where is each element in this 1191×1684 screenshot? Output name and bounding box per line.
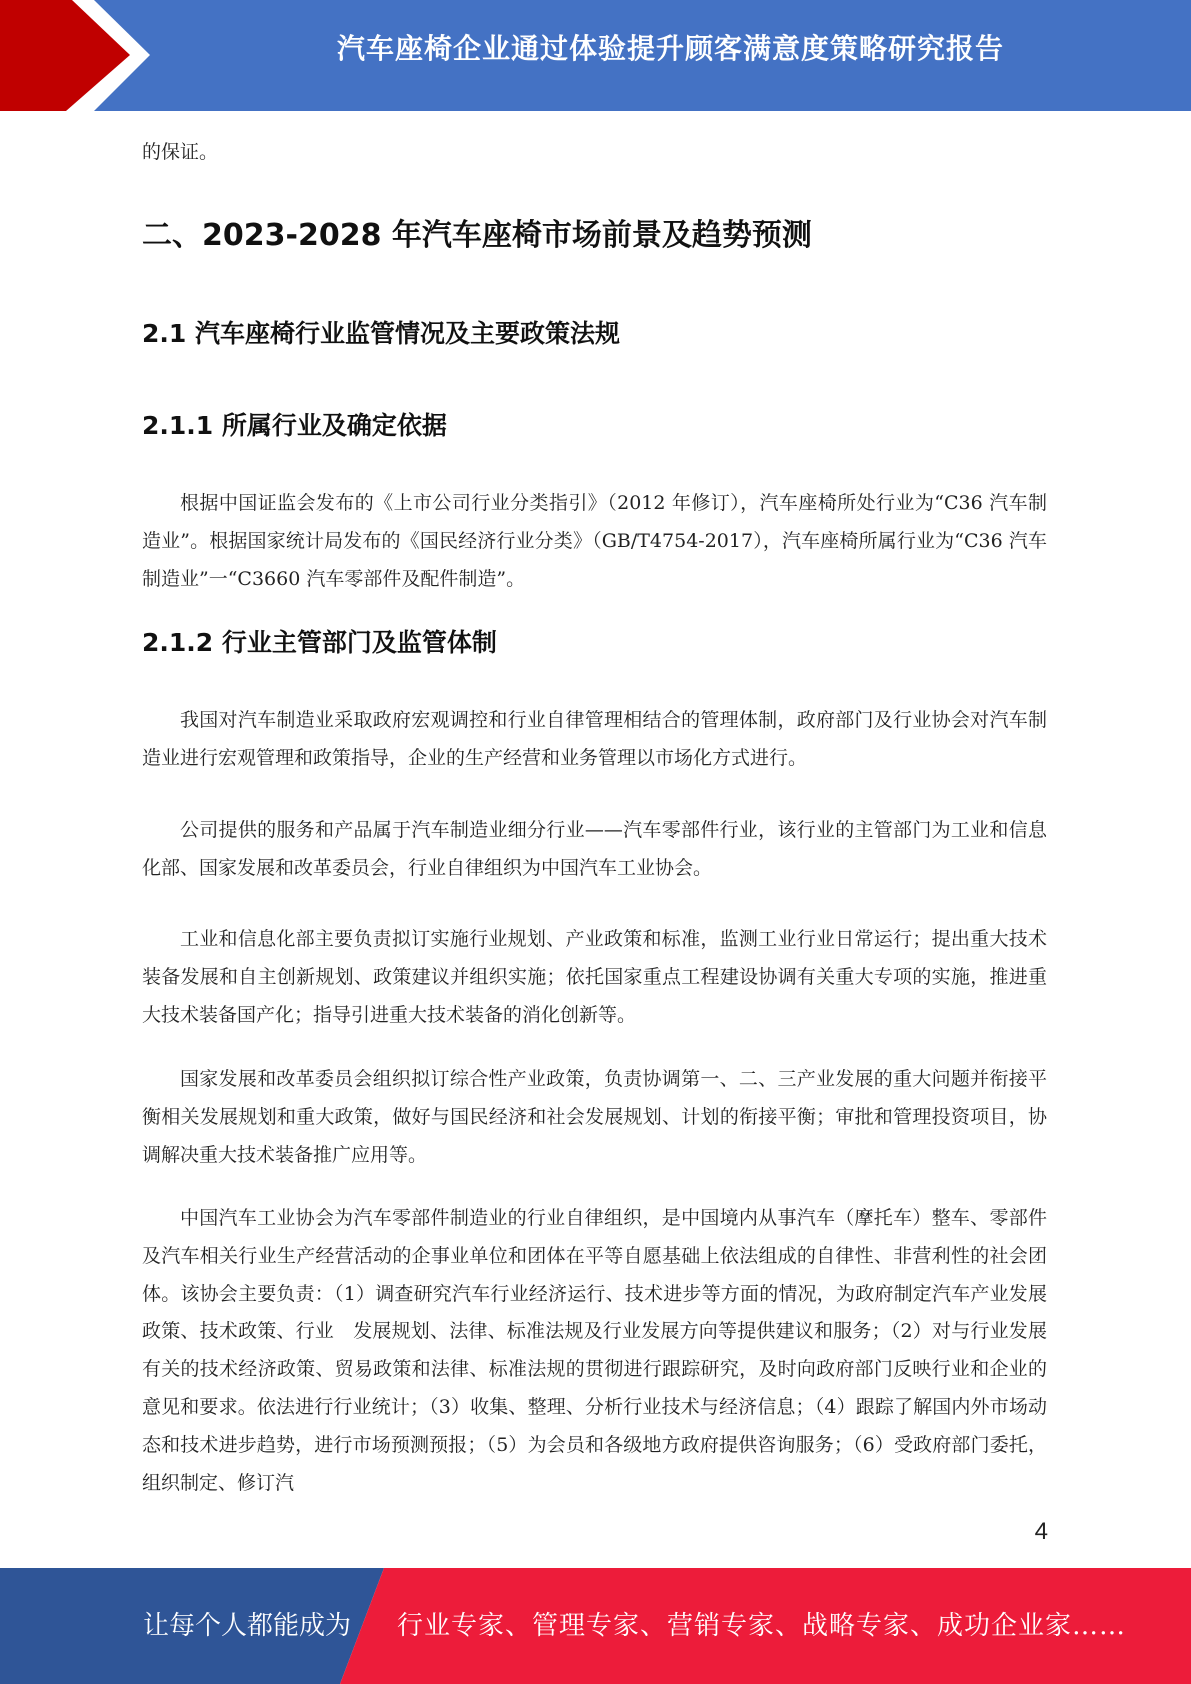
text-fragment: 的保证。 [142,141,219,163]
page-number: 4 [1034,1518,1048,1545]
subsubsection-heading-2: 2.1.2 行业主管部门及监管体制 [142,628,497,657]
footer-slogan-left: 让每个人都能成为 [143,1611,352,1641]
footer-slogan-right: 行业专家、管理专家、营销专家、战略专家、成功企业家…… [397,1611,1127,1641]
footer-band [0,1568,1191,1684]
subsection-heading: 2.1 汽车座椅行业监管情况及主要政策法规 [142,319,620,348]
paragraph-regulatory-system: 我国对汽车制造业采取政府宏观调控和行业自律管理相结合的管理体制，政府部门及行业协会对汽车制造业进行宏观管理和政策指导，企业的生产经营和业务管理以市场化方式进行。 [142,709,1047,769]
subsubsection-heading-1: 2.1.1 所属行业及确定依据 [142,411,447,440]
header-title: 汽车座椅企业通过体验提升顾客满意度策略研究报告 [336,32,1004,65]
paragraph-industry-basis: 根据中国证监会发布的《上市公司行业分类指引》（2012 年修订），汽车座椅所处行业为“C36 汽车制造业”。根据国家统计局发布的《国民经济行业分类》（GB/T4754-2017），汽车座椅所属行业为“C36 汽车制造业”一“C3660 汽车零部件及配件制造”。 [142,492,1047,590]
paragraph-miit: 工业和信息化部主要负责拟订实施行业规划、产业政策和标准，监测工业行业日常运行；提出重大技术装备发展和自主创新规划、政策建议并组织实施；依托国家重点工程建设协调有关重大专项的实施，推进重大技术装备国产化；指导引进重大技术装备的消化创新等。 [142,928,1047,1026]
document-body [142,136,1047,1494]
paragraph-caam: 中国汽车工业协会为汽车零部件制造业的行业自律组织，是中国境内从事汽车（摩托车）整车、零部件及汽车相关行业生产经营活动的企事业单位和团体在平等自愿基础上依法组成的自律性、非营利性的社会团体。该协会主要负责：（1）调查研究汽车行业经济运行、技术进步等方面的情况，为政府制定汽车产业发展政策、技术政策、行业 发展规划、法律、标准法规及行业发展方向等提供建议和服务；（2）对与行业发展有关的技术经济政策、贸易政策和法律、标准法规的贯彻进行跟踪研究，及时向政府部门反映行业和企业的意见和要求。依法进行行业统计；（3）收集、整理、分析行业技术与经济信息；（4）跟踪了解国内外市场动态和技术进步趋势，进行市场预测预报；（5）为会员和各级地方政府提供咨询服务；（6）受政府部门委托，组织制定、修订汽 [142,1207,1047,1494]
paragraph-ndrc: 国家发展和改革委员会组织拟订综合性产业政策，负责协调第一、二、三产业发展的重大问题并衔接平衡相关发展规划和重大政策，做好与国民经济和社会发展规划、计划的衔接平衡；审批和管理投资项目，协调解决重大技术装备推广应用等。 [142,1068,1047,1166]
paragraph-authorities: 公司提供的服务和产品属于汽车制造业细分行业——汽车零部件行业，该行业的主管部门为工业和信息化部、国家发展和改革委员会，行业自律组织为中国汽车工业协会。 [142,819,1047,879]
header-chevron-icon [0,0,150,111]
header-band [0,0,1191,111]
section-heading: 二、2023-2028 年汽车座椅市场前景及趋势预测 [142,218,812,253]
